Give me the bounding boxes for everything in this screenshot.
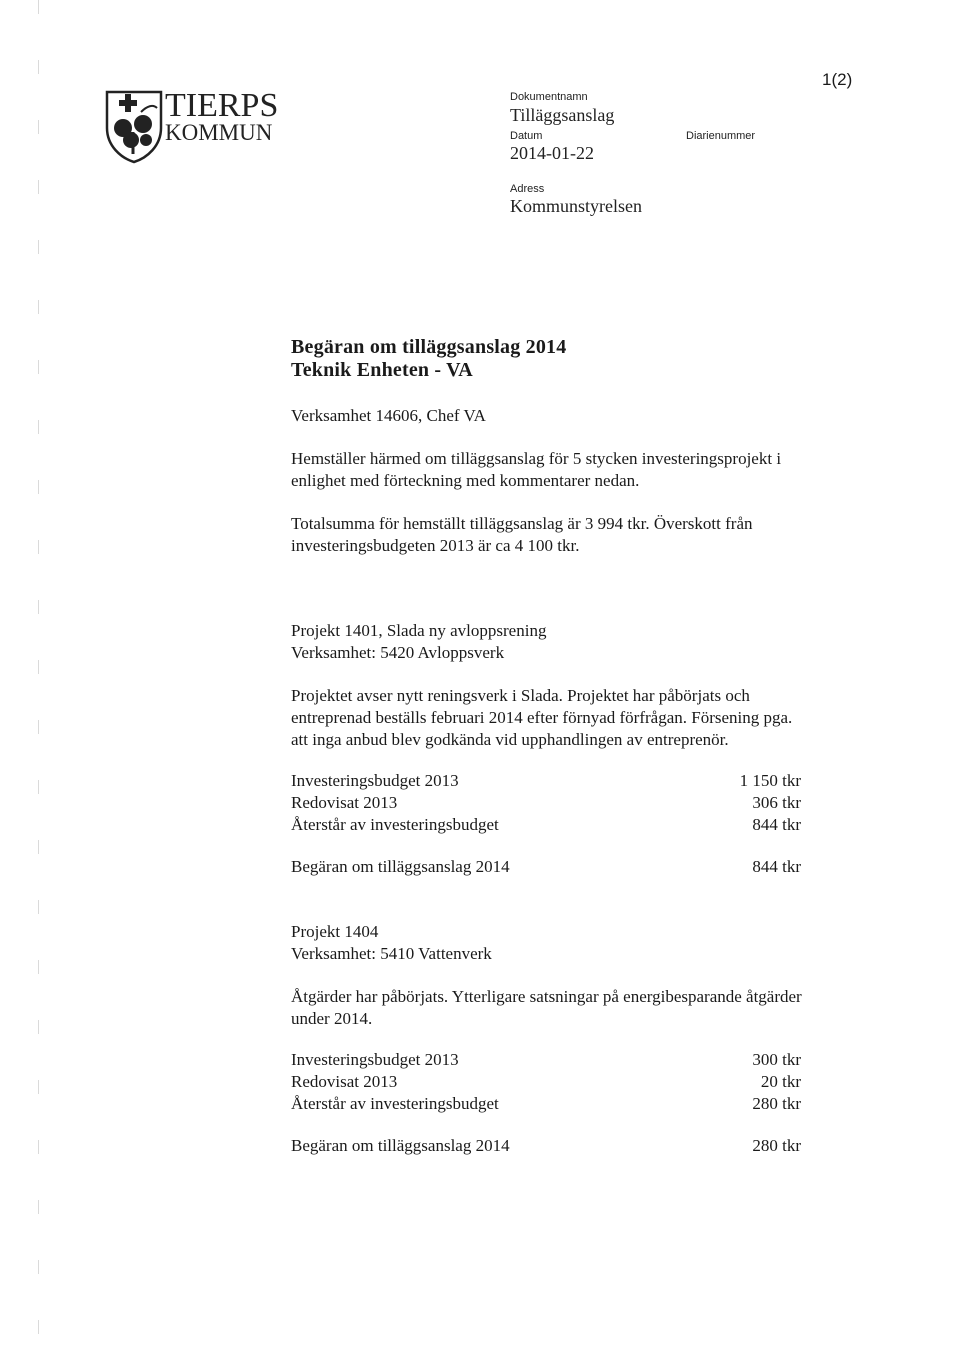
project-2-title: Projekt 1404 xyxy=(291,922,379,941)
project-1-desc-line: entreprenad beställs februari 2014 efter förnyad förfrågan. Försening pga. xyxy=(291,708,793,727)
verksamhet-line: Verksamhet 14606, Chef VA xyxy=(291,406,486,425)
budget-row-label: Redovisat 2013 xyxy=(291,1072,398,1091)
budget-row xyxy=(291,1094,801,1116)
request-row-value: 280 tkr xyxy=(752,1136,801,1155)
address-value: Kommunstyrelsen xyxy=(510,196,642,216)
request-row-value: 844 tkr xyxy=(752,857,801,876)
doc-name-label: Dokumentnamn xyxy=(510,91,588,103)
project-1-desc-line: att inga anbud blev godkända vid upphandlingen av entreprenör. xyxy=(291,730,729,749)
budget-row xyxy=(291,793,801,815)
budget-row-value: 306 tkr xyxy=(752,793,801,812)
doc-name: Tilläggsanslag xyxy=(510,105,615,125)
budget-row xyxy=(291,771,801,793)
project-1-verksamhet: Verksamhet: 5420 Avloppsverk xyxy=(291,643,505,662)
coat-of-arms-icon xyxy=(103,88,165,164)
date-label: Datum xyxy=(510,130,543,142)
project-2-desc-line: Åtgärder har påbörjats. Ytterligare satsningar på energibesparande åtgärder xyxy=(291,987,802,1006)
project-1-desc-line: Projektet avser nytt reningsverk i Slada. Projektet har påbörjats och xyxy=(291,686,750,705)
budget-row-label: Redovisat 2013 xyxy=(291,793,398,812)
budget-row xyxy=(291,1072,801,1094)
intro-line-1: Hemställer härmed om tilläggsanslag för 5 stycken investeringsprojekt i xyxy=(291,449,782,468)
request-row-label: Begäran om tilläggsanslag 2014 xyxy=(291,1136,510,1155)
budget-row-value: 844 tkr xyxy=(752,815,801,834)
budget-row-value: 280 tkr xyxy=(752,1094,801,1113)
diarienummer-label: Diarienummer xyxy=(686,130,756,142)
budget-row-label: Återstår av investeringsbudget xyxy=(291,815,499,834)
date-value: 2014-01-22 xyxy=(510,143,594,163)
document-subtitle: Teknik Enheten - VA xyxy=(291,359,473,381)
budget-row-value: 1 150 tkr xyxy=(739,771,801,790)
request-row xyxy=(291,857,801,879)
project-2-desc-line: under 2014. xyxy=(291,1009,373,1028)
total-line-1: Totalsumma för hemställt tilläggsanslag är 3 994 tkr. Överskott från xyxy=(291,514,753,533)
project-2-verksamhet: Verksamhet: 5410 Vattenverk xyxy=(291,944,492,963)
budget-row xyxy=(291,1050,801,1072)
logo-name: TIERPS xyxy=(165,87,279,124)
scan-edge-artifact xyxy=(38,0,39,1362)
document-title: Begäran om tilläggsanslag 2014 xyxy=(291,336,567,358)
request-row xyxy=(291,1136,801,1158)
budget-row xyxy=(291,815,801,837)
intro-line-2: enlighet med förteckning med kommentarer nedan. xyxy=(291,471,640,490)
logo-subtitle: KOMMUN xyxy=(165,120,273,145)
budget-row-value: 20 tkr xyxy=(760,1072,801,1091)
total-line-2: investeringsbudgeten 2013 är ca 4 100 tkr. xyxy=(291,536,580,555)
budget-row-label: Återstår av investeringsbudget xyxy=(291,1094,499,1113)
request-row-label: Begäran om tilläggsanslag 2014 xyxy=(291,857,510,876)
project-1-title: Projekt 1401, Slada ny avloppsrening xyxy=(291,621,547,640)
budget-row-label: Investeringsbudget 2013 xyxy=(291,771,459,790)
budget-row-label: Investeringsbudget 2013 xyxy=(291,1050,459,1069)
municipality-logo xyxy=(103,87,279,166)
budget-row-value: 300 tkr xyxy=(752,1050,801,1069)
address-label: Adress xyxy=(510,183,545,195)
page-number: 1(2) xyxy=(822,70,853,89)
